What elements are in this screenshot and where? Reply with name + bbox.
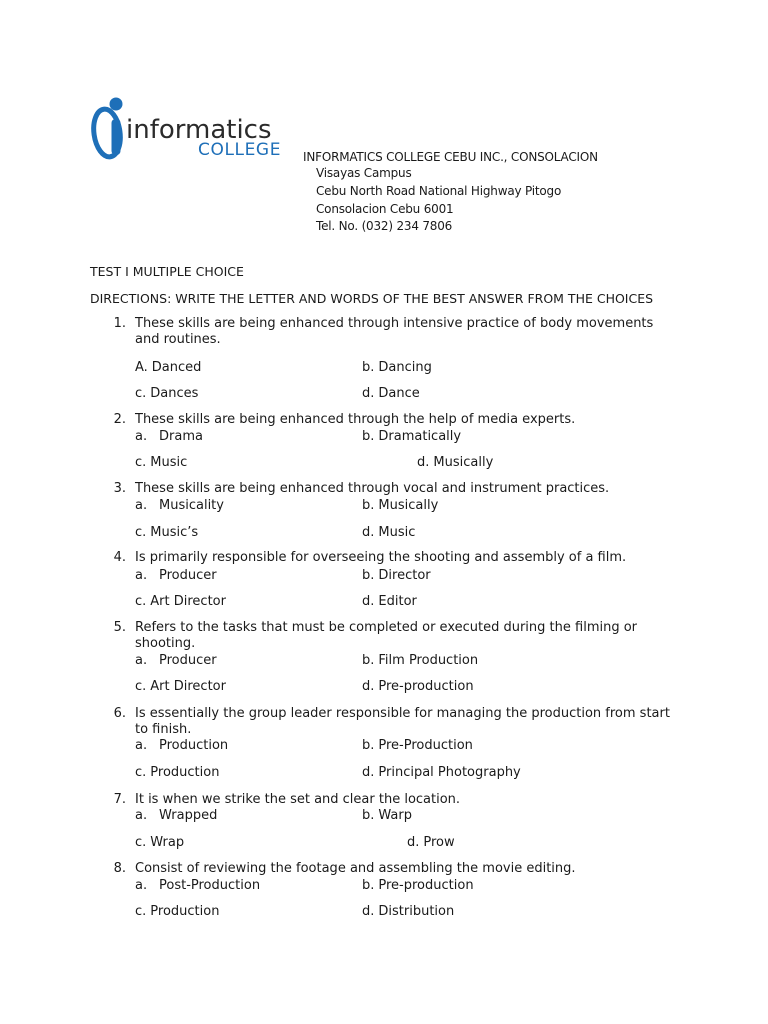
choice-c: c. Wrap (135, 835, 185, 850)
question-text: These skills are being enhanced through intensive practice of body movements and routines. (135, 316, 654, 347)
directions: DIRECTIONS: WRITE THE LETTER AND WORDS OF THE BEST ANSWER FROM THE CHOICES (90, 291, 654, 306)
campus-line: Visayas Campus (316, 166, 412, 180)
phone-line: Tel. No. (032) 234 7806 (316, 219, 453, 233)
choice-d: d. Editor (362, 594, 417, 609)
school-name: INFORMATICS COLLEGE CEBU INC., CONSOLACION (303, 150, 598, 164)
choice-c: c. Production (135, 765, 220, 780)
logo-word-informatics: informatics (126, 115, 272, 145)
choice-b: b. Director (362, 568, 431, 583)
choice-d: d. Music (362, 525, 416, 540)
question-number: 3. (113, 481, 126, 496)
choice-a: a. Production (135, 738, 229, 753)
question-text: Is primarily responsible for overseeing the shooting and assembly of a film. (135, 550, 627, 565)
choice-c: c. Production (135, 904, 220, 919)
question-text: These skills are being enhanced through the help of media experts. (135, 412, 576, 427)
choice-a: a. Wrapped (135, 808, 218, 823)
choice-a: a. Musicality (135, 498, 224, 513)
question-number: 6. (113, 706, 126, 721)
question-number: 5. (113, 620, 126, 635)
choice-b: b. Warp (362, 808, 412, 823)
logo-word-college: COLLEGE (198, 140, 282, 160)
choice-d: d. Musically (417, 455, 494, 470)
choice-a: A. Danced (135, 360, 202, 375)
choice-b: b. Dancing (362, 360, 432, 375)
choice-b: b. Pre-production (362, 878, 474, 893)
question-number: 2. (113, 412, 126, 427)
choice-d: d. Dance (362, 386, 420, 401)
question-text: Refers to the tasks that must be completed or executed during the filming or shooting. (135, 620, 638, 651)
choice-b: b. Musically (362, 498, 439, 513)
question-number: 7. (113, 792, 126, 807)
choice-a: a. Drama (135, 429, 203, 444)
question-text: It is when we strike the set and clear the location. (135, 792, 461, 807)
choice-c: c. Music (135, 455, 188, 470)
question-text: Is essentially the group leader responsible for managing the production from start to finish. (135, 706, 670, 737)
city-line: Consolacion Cebu 6001 (316, 202, 454, 216)
choice-b: b. Pre-Production (362, 738, 473, 753)
choice-d: d. Distribution (362, 904, 455, 919)
choice-c: c. Art Director (135, 594, 226, 609)
choice-c: c. Dances (135, 386, 199, 401)
college-logo (90, 95, 302, 161)
choice-d: d. Prow (407, 835, 455, 850)
choice-a: a. Producer (135, 568, 217, 583)
question-number: 8. (113, 861, 126, 876)
choice-b: b. Dramatically (362, 429, 462, 444)
question-text: These skills are being enhanced through vocal and instrument practices. (135, 481, 610, 496)
choice-a: a. Producer (135, 653, 217, 668)
street-line: Cebu North Road National Highway Pitogo (316, 184, 562, 198)
choice-d: d. Pre-production (362, 679, 474, 694)
choice-c: c. Art Director (135, 679, 226, 694)
choice-a: a. Post-Production (135, 878, 261, 893)
choice-d: d. Principal Photography (362, 765, 521, 780)
test-title: TEST I MULTIPLE CHOICE (90, 264, 244, 279)
choice-c: c. Music’s (135, 525, 199, 540)
choice-b: b. Film Production (362, 653, 479, 668)
question-number: 4. (113, 550, 126, 565)
question-text: Consist of reviewing the footage and assembling the movie editing. (135, 861, 576, 876)
question-number: 1. (113, 316, 126, 331)
